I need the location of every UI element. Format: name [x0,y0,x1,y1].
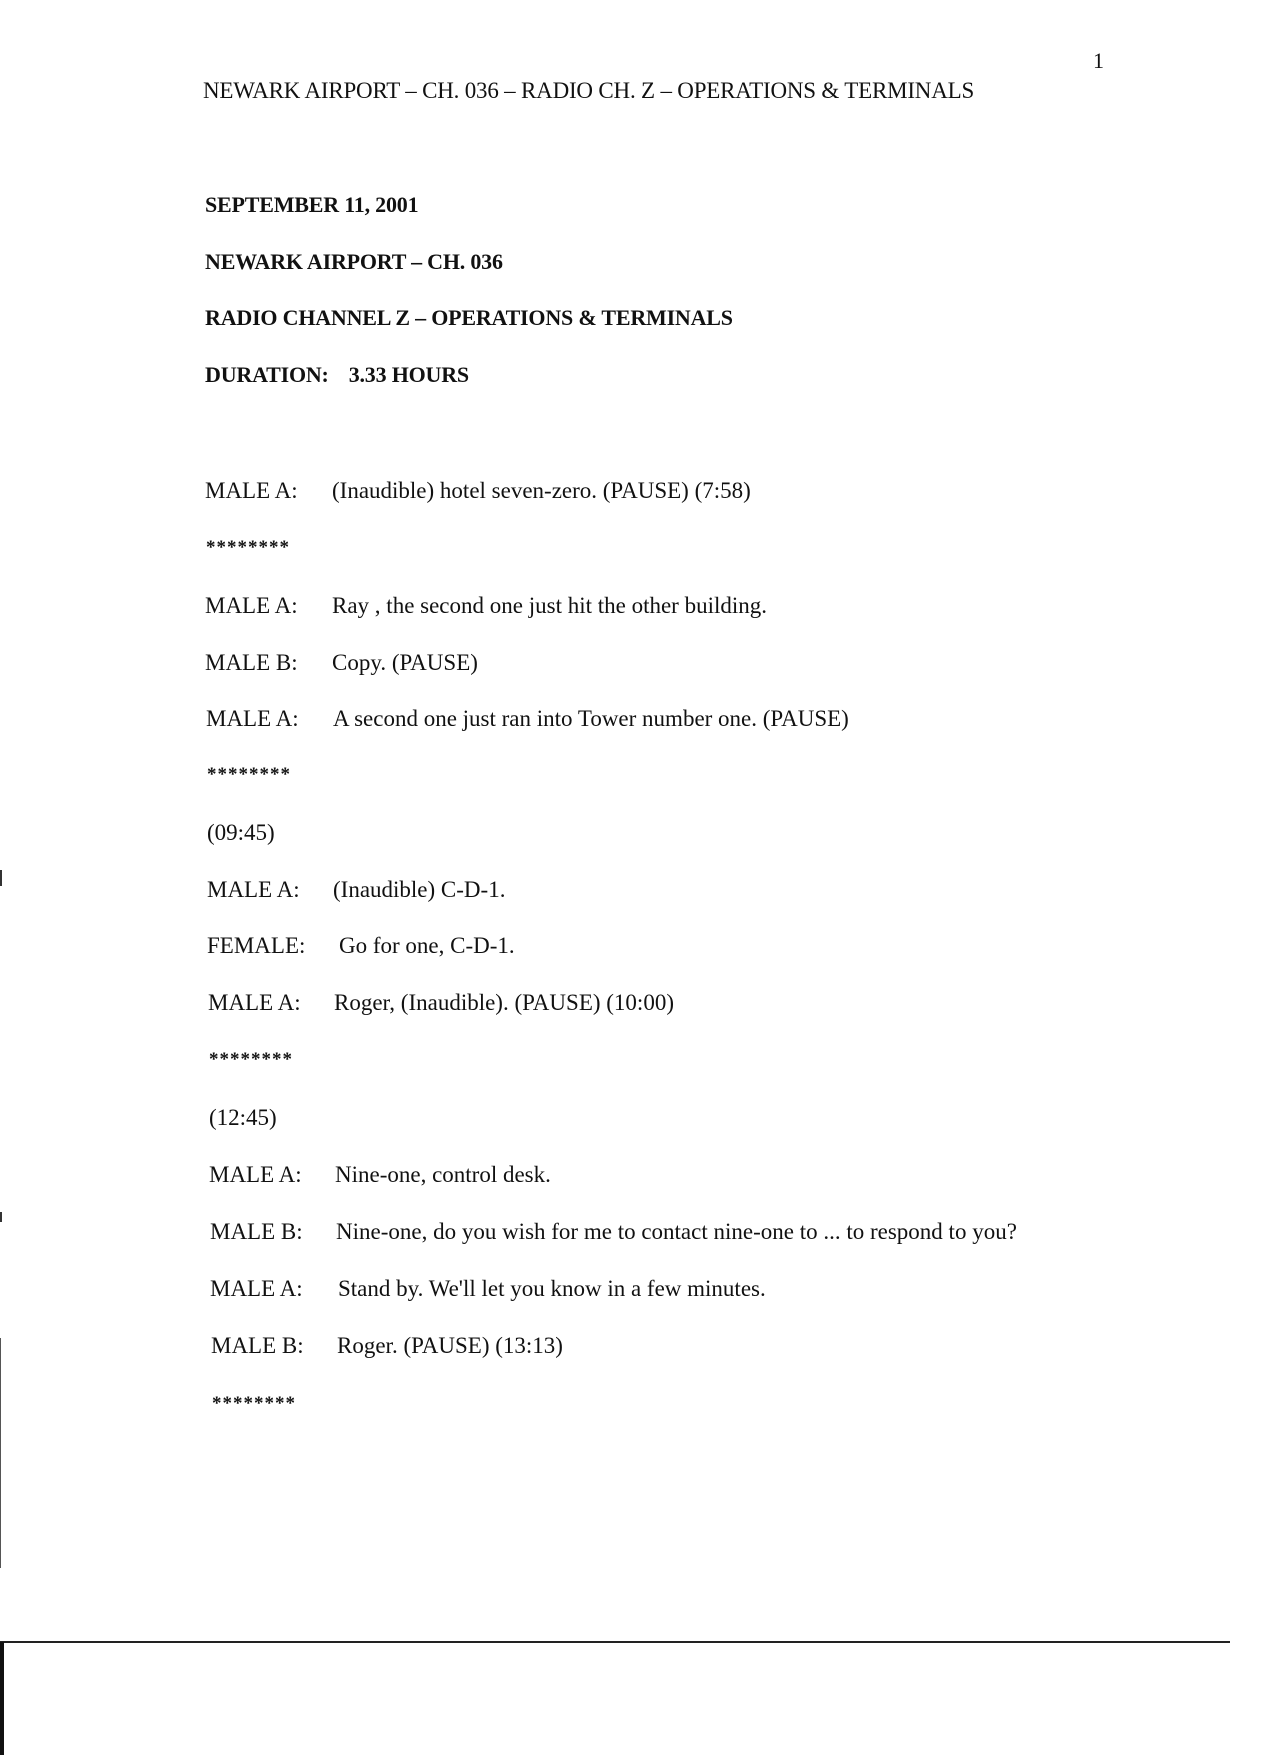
transcript-channel: RADIO CHANNEL Z – OPERATIONS & TERMINALS [205,305,733,330]
section-separator: ******** [209,1049,293,1070]
speaker-label: MALE A: [205,593,298,618]
utterance-text: Ray , the second one just hit the other building. [332,593,768,618]
scan-edge-mark [0,1338,1,1568]
utterance-text: Roger. (PAUSE) (13:13) [337,1333,563,1358]
section-separator: ******** [206,537,290,558]
scan-edge-mark [0,1212,2,1222]
scan-edge-bar [0,1642,4,1755]
timestamp: (12:45) [209,1105,277,1130]
scan-edge-rule [0,1641,1230,1643]
speaker-label: MALE B: [211,1333,304,1358]
utterance-text: (Inaudible) hotel seven-zero. (PAUSE) (7:58) [332,478,751,503]
speaker-label: MALE A: [208,990,301,1015]
speaker-label: MALE A: [207,877,300,902]
speaker-label: FEMALE: [207,933,306,958]
speaker-label: MALE A: [209,1162,302,1187]
scan-edge-mark [0,870,2,886]
utterance-text: Roger, (Inaudible). (PAUSE) (10:00) [334,990,674,1015]
transcript-duration [205,362,469,388]
transcript-date: SEPTEMBER 11, 2001 [205,192,419,217]
speaker-label: MALE B: [205,650,298,675]
utterance-text: A second one just ran into Tower number one. (PAUSE) [333,706,849,731]
section-separator: ******** [207,764,291,785]
speaker-label: MALE A: [205,478,298,503]
section-separator: ******** [212,1393,296,1414]
duration-label: DURATION: [205,362,329,387]
utterance-text: Copy. (PAUSE) [332,650,478,675]
speaker-label: MALE B: [210,1219,303,1244]
timestamp: (09:45) [207,820,275,845]
utterance-text: Nine-one, do you wish for me to contact nine-one to ... to respond to you? [336,1219,1017,1244]
page-number: 1 [1093,48,1104,73]
utterance-text: Nine-one, control desk. [335,1162,551,1187]
duration-value: 3.33 HOURS [348,362,469,387]
utterance-text: Go for one, C-D-1. [339,933,515,958]
utterance-text: Stand by. We'll let you know in a few minutes. [338,1276,766,1301]
utterance-text: (Inaudible) C-D-1. [333,877,506,902]
speaker-label: MALE A: [210,1276,303,1301]
speaker-label: MALE A: [206,706,299,731]
running-header: NEWARK AIRPORT – CH. 036 – RADIO CH. Z – OPERATIONS & TERMINALS [203,78,975,103]
transcript-location: NEWARK AIRPORT – CH. 036 [205,249,503,274]
